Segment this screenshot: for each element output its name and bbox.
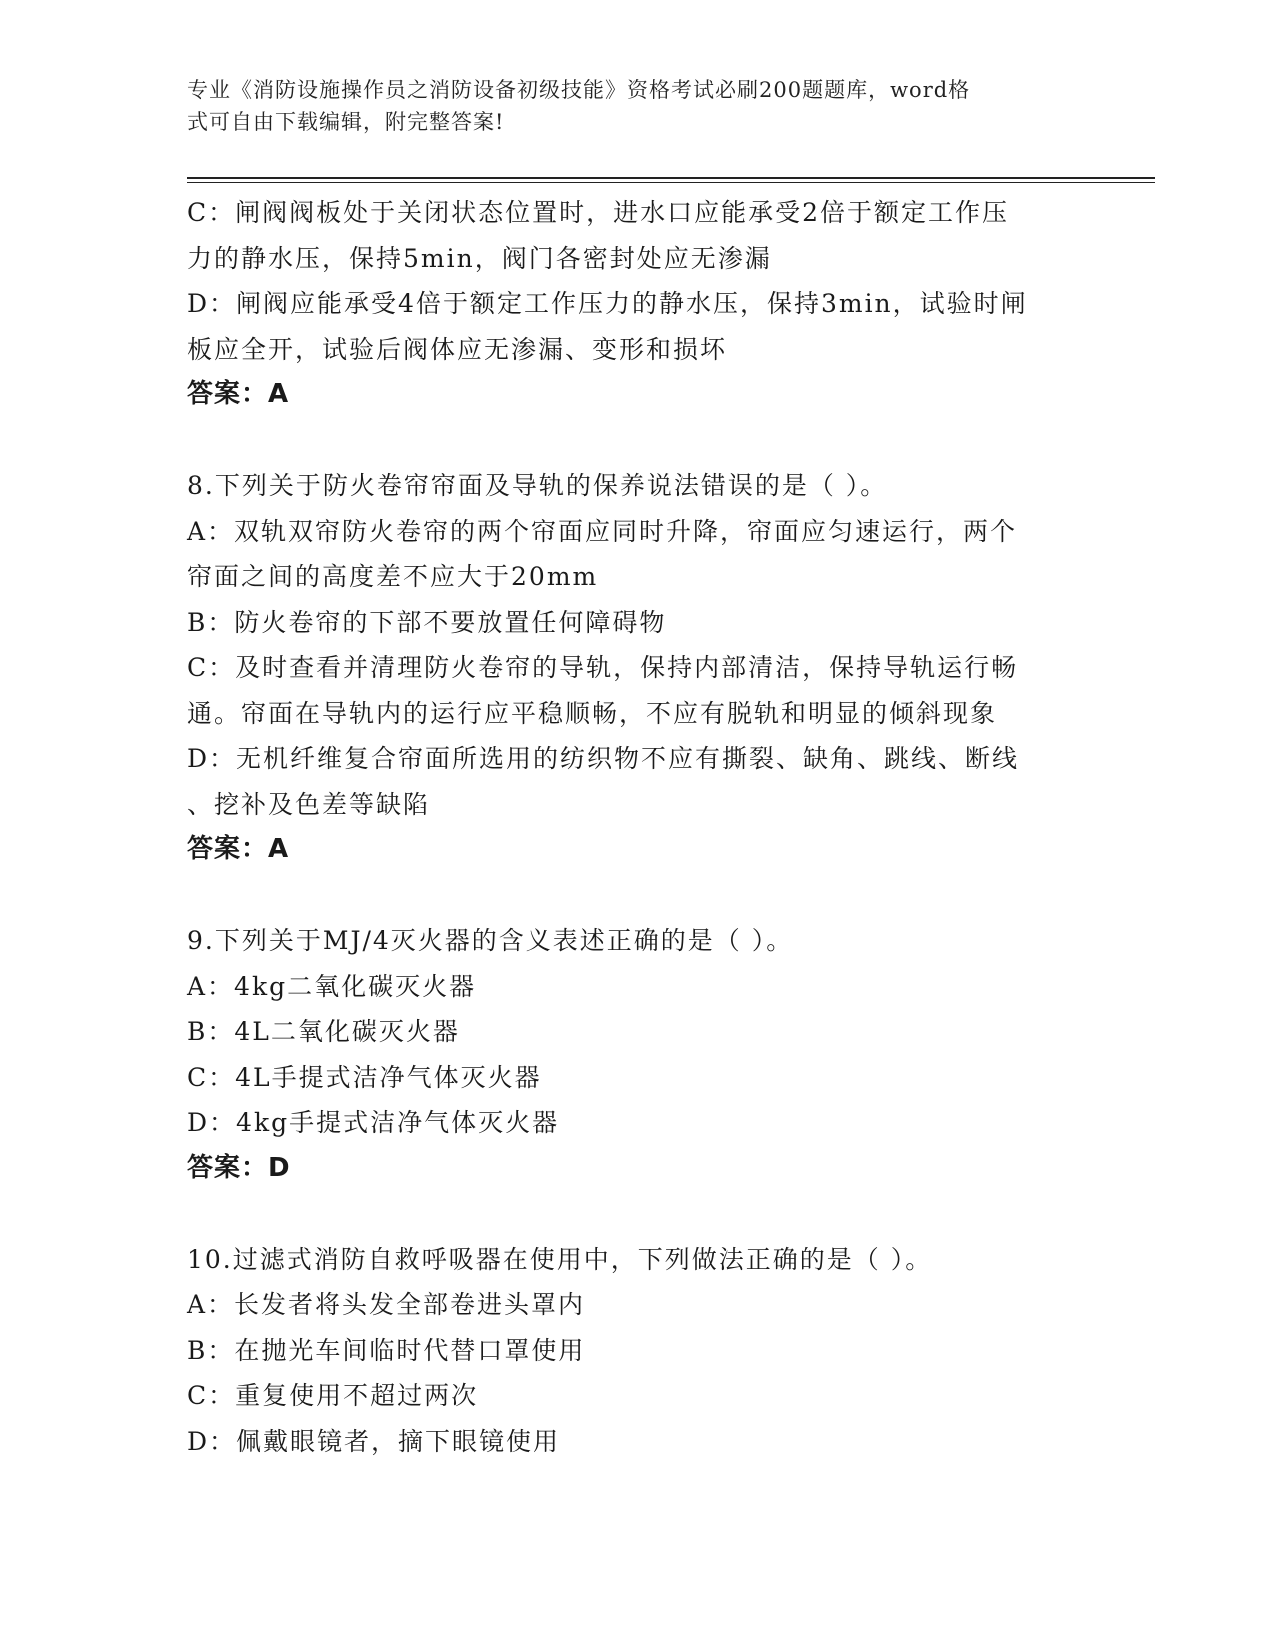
q8-option-a-line-2: 帘面之间的高度差不应大于20mm — [187, 562, 599, 591]
q8-option-c-line-2: 通。帘面在导轨内的运行应平稳顺畅，不应有脱轨和明显的倾斜现象 — [187, 698, 998, 728]
q9-option-d: D：4kg手提式洁净气体灭火器 — [187, 1108, 560, 1137]
q8-option-b: B：防火卷帘的下部不要放置任何障碍物 — [187, 607, 667, 637]
q10-option-b: B：在抛光车间临时代替口罩使用 — [187, 1335, 586, 1365]
q8-option-c-line-1: C：及时查看并清理防火卷帘的导轨，保持内部清洁，保持导轨运行畅 — [187, 653, 1019, 682]
q10-question-text: 10.过滤式消防自救呼吸器在使用中，下列做法正确的是（ ）。 — [187, 1244, 933, 1274]
q9-option-c: C：4L手提式洁净气体灭火器 — [187, 1062, 542, 1092]
q7-answer: 答案：A — [187, 379, 290, 409]
q9-option-b: B：4L二氧化碳灭火器 — [187, 1017, 460, 1046]
question-9-block — [187, 918, 1087, 1191]
q8-option-a-line-1: A：双轨双帘防火卷帘的两个帘面应同时升降，帘面应匀速运行，两个 — [187, 516, 1018, 546]
q8-answer: 答案：A — [187, 834, 290, 864]
document-header — [187, 74, 1067, 138]
q9-answer: 答案：D — [187, 1152, 291, 1183]
q10-option-c: C：重复使用不超过两次 — [187, 1381, 479, 1410]
q10-option-d: D：佩戴眼镜者，摘下眼镜使用 — [187, 1426, 561, 1456]
header-title-line-1: 专业《消防设施操作员之消防设备初级技能》资格考试必刷200题题库，word格 — [187, 78, 971, 102]
question-8-block — [187, 463, 1087, 873]
header-divider-thick — [187, 177, 1155, 179]
question-7-block — [187, 190, 1087, 418]
question-content — [187, 190, 1087, 1464]
q9-option-a: A：4kg二氧化碳灭火器 — [187, 971, 477, 1001]
q8-option-d-line-2: 、挖补及色差等缺陷 — [187, 789, 431, 819]
q8-option-d-line-1: D：无机纤维复合帘面所选用的纺织物不应有撕裂、缺角、跳线、断线 — [187, 744, 1020, 773]
q10-option-a: A：长发者将头发全部卷进头罩内 — [187, 1290, 586, 1319]
header-title-line-2: 式可自由下载编辑，附完整答案! — [187, 110, 505, 134]
q7-option-d-line-2: 板应全开，试验后阀体应无渗漏、变形和损坏 — [187, 334, 728, 364]
question-10-block — [187, 1237, 1087, 1465]
q7-option-c-line-1: C：闸阀阀板处于关闭状态位置时，进水口应能承受2倍于额定工作压 — [187, 198, 1010, 227]
q7-option-c-line-2: 力的静水压，保持5min，阀门各密封处应无渗漏 — [187, 243, 772, 273]
q8-question-text: 8.下列关于防火卷帘帘面及导轨的保养说法错误的是（ ）。 — [187, 471, 888, 500]
q7-option-d-line-1: D：闸阀应能承受4倍于额定工作压力的静水压，保持3min，试验时闸 — [187, 289, 1028, 318]
q9-question-text: 9.下列关于MJ/4灭火器的含义表述正确的是（ ）。 — [187, 926, 794, 955]
header-divider-thin — [187, 182, 1155, 183]
